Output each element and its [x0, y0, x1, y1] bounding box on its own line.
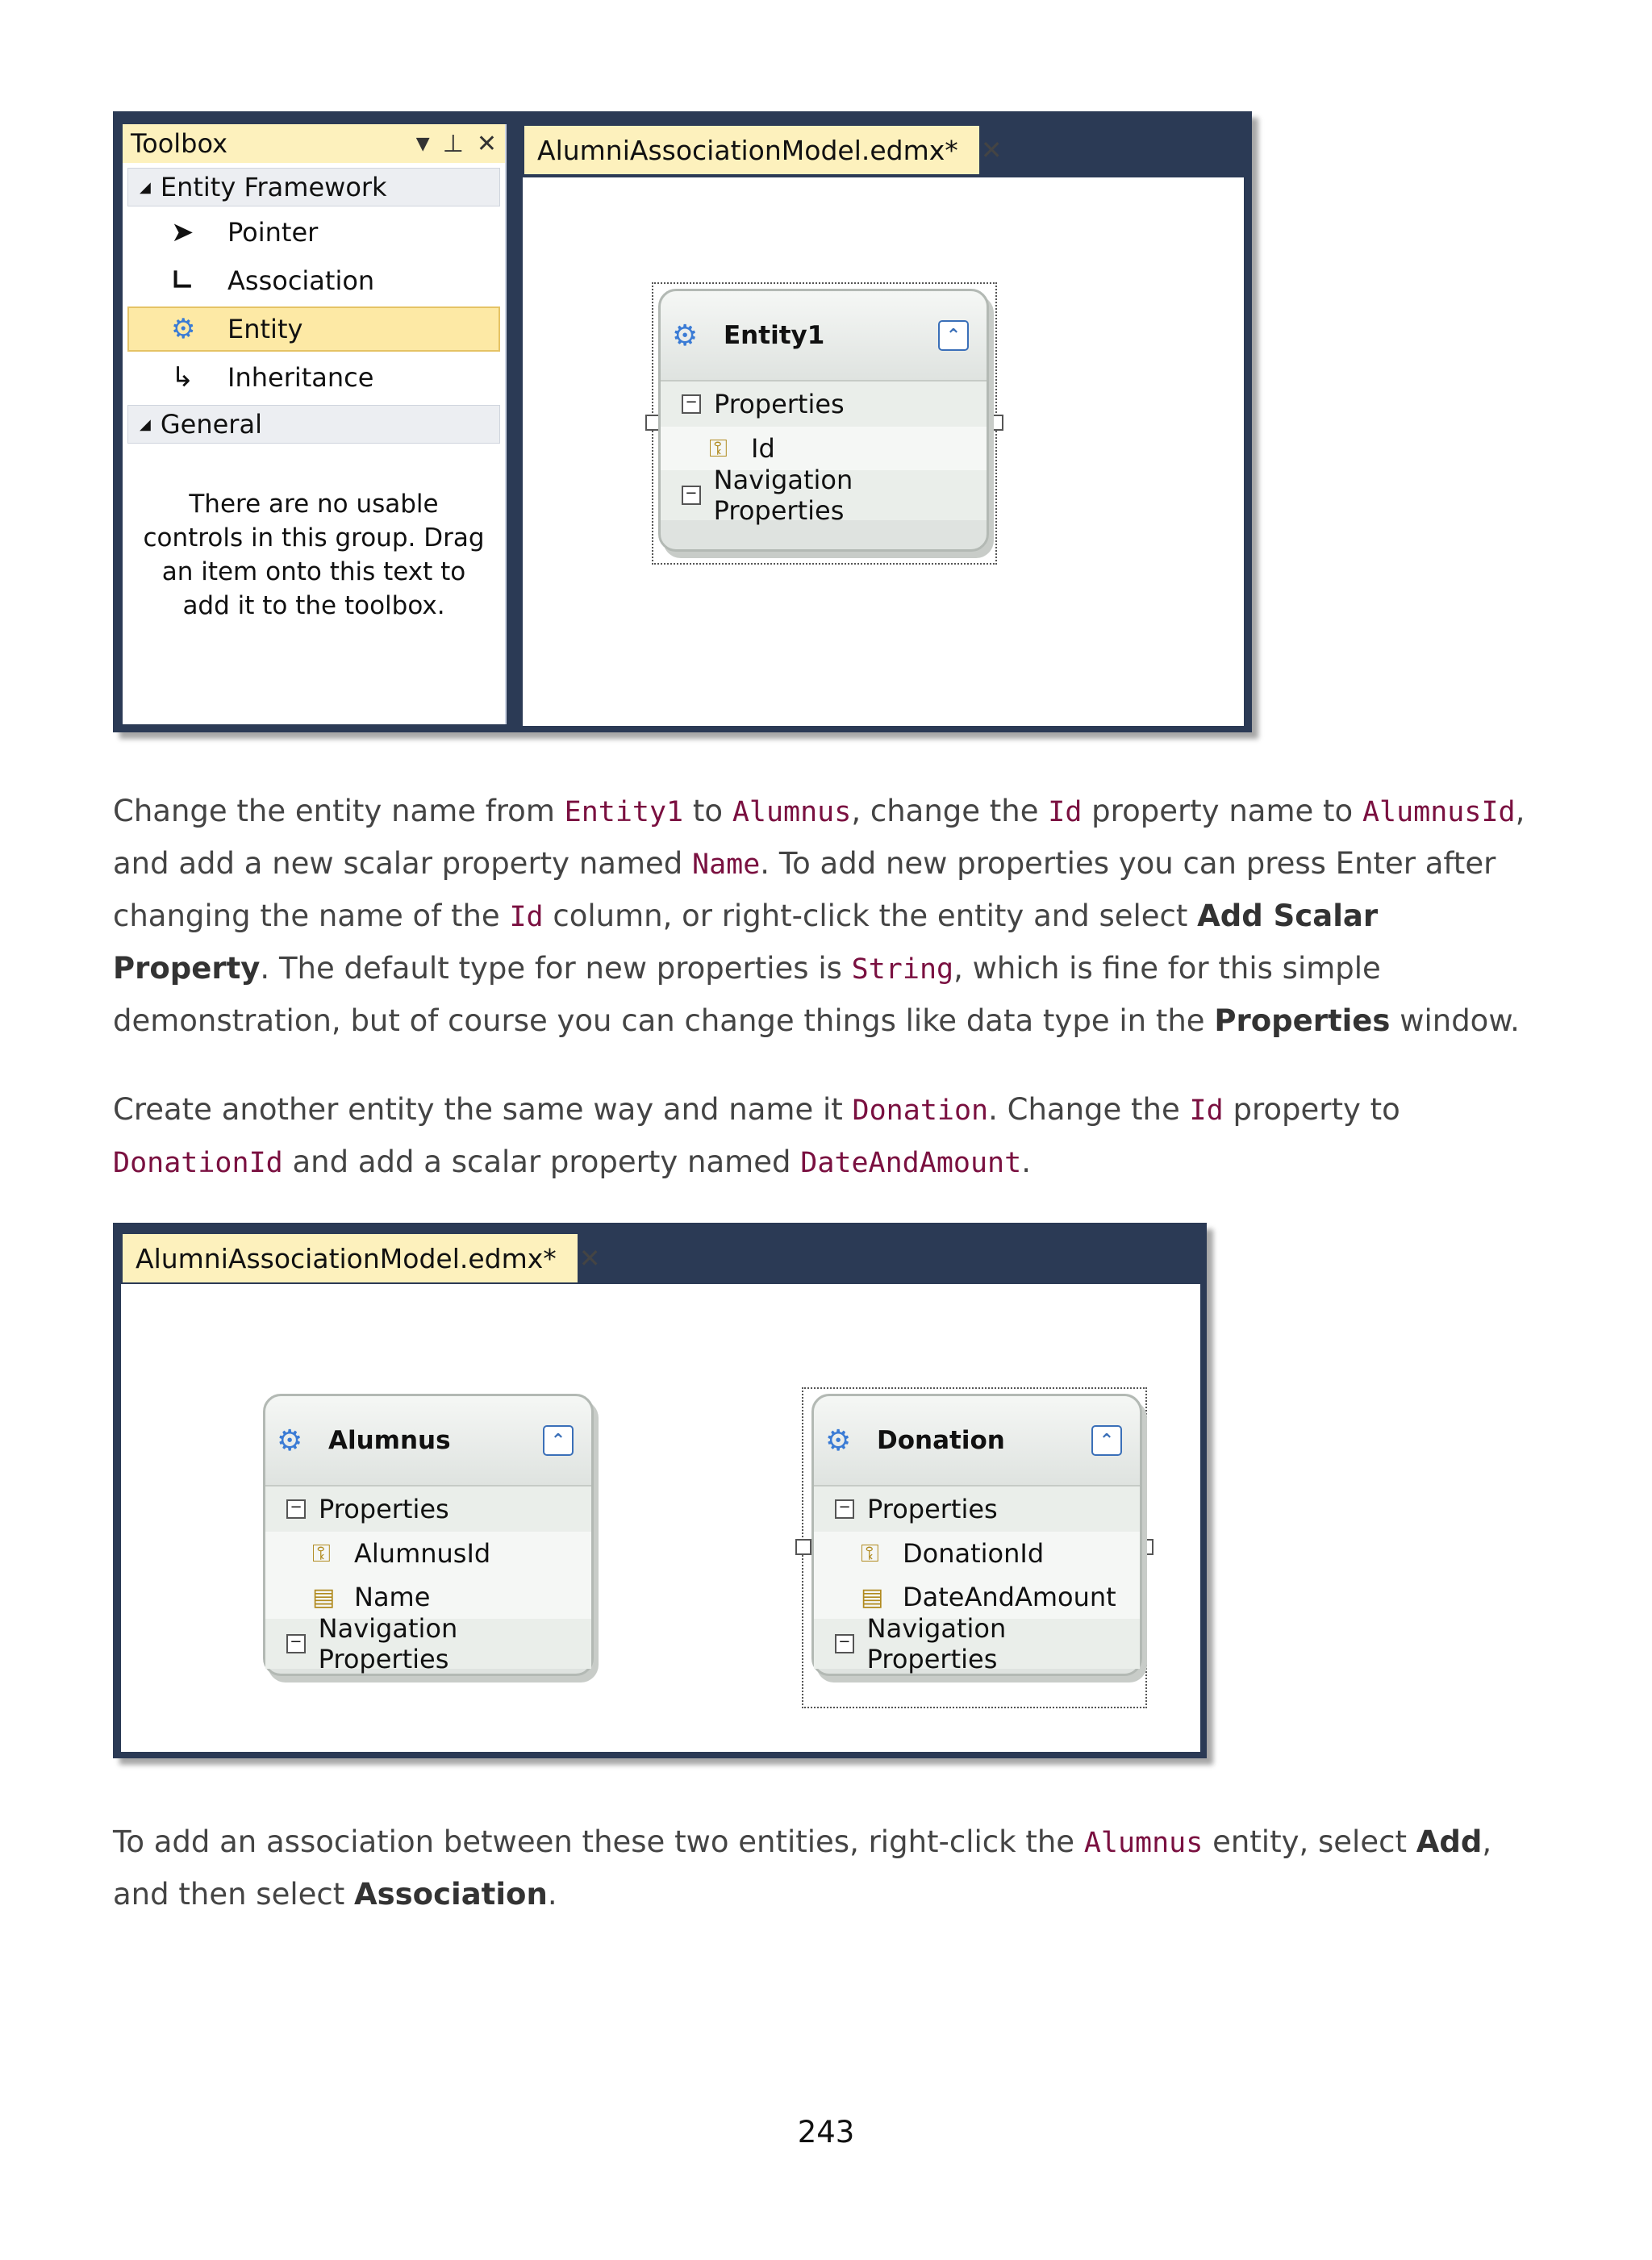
property-name: DateAndAmount [903, 1582, 1116, 1612]
text: . The default type for new properties is [260, 951, 852, 986]
tab-model-edmx[interactable] [123, 1234, 601, 1282]
text: , change the [851, 794, 1049, 828]
resize-handle-left[interactable] [795, 1539, 811, 1555]
text: to [683, 794, 732, 828]
code: Id [1189, 1095, 1224, 1127]
designer-canvas[interactable] [121, 1284, 1200, 1752]
text: . [1021, 1145, 1031, 1179]
figure-toolbox-designer [113, 111, 1252, 732]
toolbox-title: Toolbox [131, 128, 227, 159]
toolbox-item-entity[interactable] [127, 306, 500, 352]
toolbox-panel [123, 124, 507, 724]
property-row[interactable] [661, 427, 987, 470]
bold-text: Add [1416, 1824, 1483, 1859]
text: Create another entity the same way and name it [113, 1092, 853, 1127]
pin-icon[interactable]: ⊥ [442, 129, 464, 158]
text: entity, select [1203, 1824, 1416, 1859]
item-label: Pointer [227, 217, 319, 248]
item-label: Association [227, 265, 375, 296]
tab-close-icon[interactable]: ✕ [980, 135, 1003, 165]
entity-name: Alumnus [328, 1426, 451, 1455]
paragraph-3 [113, 1816, 1541, 1920]
property-name: DonationId [903, 1538, 1045, 1569]
scalar-property-icon: ▤ [861, 1582, 884, 1612]
scalar-property-icon: ▤ [312, 1582, 336, 1612]
key-property-icon: ⚿ [312, 1539, 331, 1568]
code: Alumnus [1083, 1827, 1204, 1859]
toolbox-header [123, 124, 505, 163]
bold-text: Add Scalar Property [113, 899, 1379, 986]
entity-header [661, 291, 987, 382]
properties-section[interactable] [814, 1487, 1140, 1532]
text: , and add a new scalar property named [113, 794, 1525, 881]
section-label: Navigation Properties [866, 1613, 1007, 1674]
resize-handle-right[interactable] [987, 415, 1003, 431]
entity-header [814, 1396, 1140, 1487]
section-label: Properties [319, 1494, 449, 1524]
code: DonationId [113, 1147, 283, 1179]
collapse-triangle-icon: ◢ [140, 415, 151, 433]
minus-icon: − [682, 394, 701, 414]
bold-text: Association [354, 1877, 548, 1912]
text: property name to [1082, 794, 1362, 828]
dropdown-icon[interactable]: ▼ [415, 133, 430, 154]
code: AlumnusId [1362, 796, 1516, 828]
property-row[interactable] [265, 1575, 591, 1619]
code: Id [1048, 796, 1083, 828]
item-label: Inheritance [227, 362, 374, 393]
section-label: Properties [867, 1494, 998, 1524]
navigation-properties-section[interactable] [814, 1613, 1140, 1674]
designer-canvas[interactable] [523, 177, 1244, 726]
minus-icon: − [286, 1499, 306, 1519]
figure-two-entities [113, 1223, 1207, 1758]
property-row[interactable] [814, 1575, 1140, 1619]
section-label: Properties [714, 389, 845, 419]
section-label: Navigation Properties [318, 1613, 458, 1674]
entity-icon: ⚙ [672, 319, 699, 352]
entity-icon: ⚙ [825, 1424, 852, 1457]
paragraph-1 [113, 786, 1541, 1047]
minus-icon: − [835, 1499, 854, 1519]
property-name: Id [751, 433, 775, 464]
inheritance-icon: ↳ [171, 361, 194, 394]
tab-model-edmx[interactable] [524, 126, 1003, 174]
code: Entity1 [564, 796, 684, 828]
text: column, or right-click the entity and select [543, 899, 1198, 933]
collapse-icon[interactable]: ⌃ [543, 1425, 574, 1456]
minus-icon: − [682, 486, 701, 505]
text: , and then select [113, 1824, 1492, 1912]
toolbox-item-association[interactable] [127, 258, 500, 303]
code: Name [692, 849, 761, 881]
text: . [547, 1877, 557, 1912]
toolbox-empty-note: There are no usable controls in this group. Drag an item onto this text to add it to the toolbox. [143, 490, 485, 620]
paragraph-2 [113, 1084, 1541, 1189]
entity-shape-alumnus[interactable] [263, 1394, 594, 1676]
close-icon[interactable]: ✕ [476, 129, 497, 158]
text: Change the entity name from [113, 794, 565, 828]
properties-section[interactable] [265, 1487, 591, 1532]
entity-header [265, 1396, 591, 1487]
properties-section[interactable] [661, 382, 987, 427]
entity-name: Entity1 [724, 321, 825, 350]
toolbox-item-inheritance[interactable] [127, 355, 500, 400]
group-label: Entity Framework [160, 172, 387, 202]
bold-text: Properties [1214, 1003, 1391, 1038]
tab-label: AlumniAssociationModel.edmx* [537, 134, 958, 166]
item-label: Entity [227, 314, 303, 344]
minus-icon: − [286, 1634, 306, 1653]
code: Donation [852, 1095, 989, 1127]
entity-icon: ⚙ [277, 1424, 303, 1457]
text: and add a scalar property named [282, 1145, 801, 1179]
collapse-icon[interactable]: ⌃ [938, 320, 969, 351]
text: To add an association between these two entities, right-click the [113, 1824, 1084, 1859]
navigation-properties-section[interactable] [265, 1613, 591, 1674]
entity-icon: ⚙ [171, 313, 196, 345]
text: , which is fine for this simple demonstration, but of course you can change things like data type in the [113, 951, 1381, 1038]
pointer-icon: ➤ [171, 216, 194, 248]
tab-close-icon[interactable]: ✕ [578, 1243, 601, 1274]
text: property to [1223, 1092, 1400, 1127]
entity-shape-donation[interactable] [811, 1394, 1142, 1676]
text: . To add new properties you can press Enter after changing the name of the [113, 846, 1496, 933]
collapse-triangle-icon: ◢ [140, 178, 151, 196]
navigation-properties-section[interactable] [661, 465, 987, 526]
property-name: AlumnusId [354, 1538, 491, 1569]
property-row[interactable] [814, 1532, 1140, 1575]
collapse-icon[interactable]: ⌃ [1091, 1425, 1122, 1456]
toolbox-item-pointer[interactable] [127, 210, 500, 255]
code: DateAndAmount [800, 1147, 1022, 1179]
code: Id [509, 901, 544, 933]
property-name: Name [354, 1582, 431, 1612]
text: window. [1390, 1003, 1520, 1038]
group-label: General [160, 409, 262, 440]
property-row[interactable] [265, 1532, 591, 1575]
page-number: 243 [797, 2115, 855, 2150]
code: String [851, 953, 954, 986]
code: Alumnus [732, 796, 852, 828]
toolbox-group-general[interactable] [127, 405, 500, 444]
tab-label: AlumniAssociationModel.edmx* [136, 1242, 557, 1274]
entity-shape[interactable] [658, 289, 989, 552]
minus-icon: − [835, 1634, 854, 1653]
toolbox-group-entity-framework[interactable] [127, 168, 500, 206]
association-icon: ∟ [171, 265, 194, 297]
entity-name: Donation [877, 1426, 1005, 1455]
section-label: Navigation Properties [713, 465, 853, 526]
text: . Change the [988, 1092, 1190, 1127]
key-property-icon: ⚿ [709, 434, 728, 463]
key-property-icon: ⚿ [861, 1539, 879, 1568]
